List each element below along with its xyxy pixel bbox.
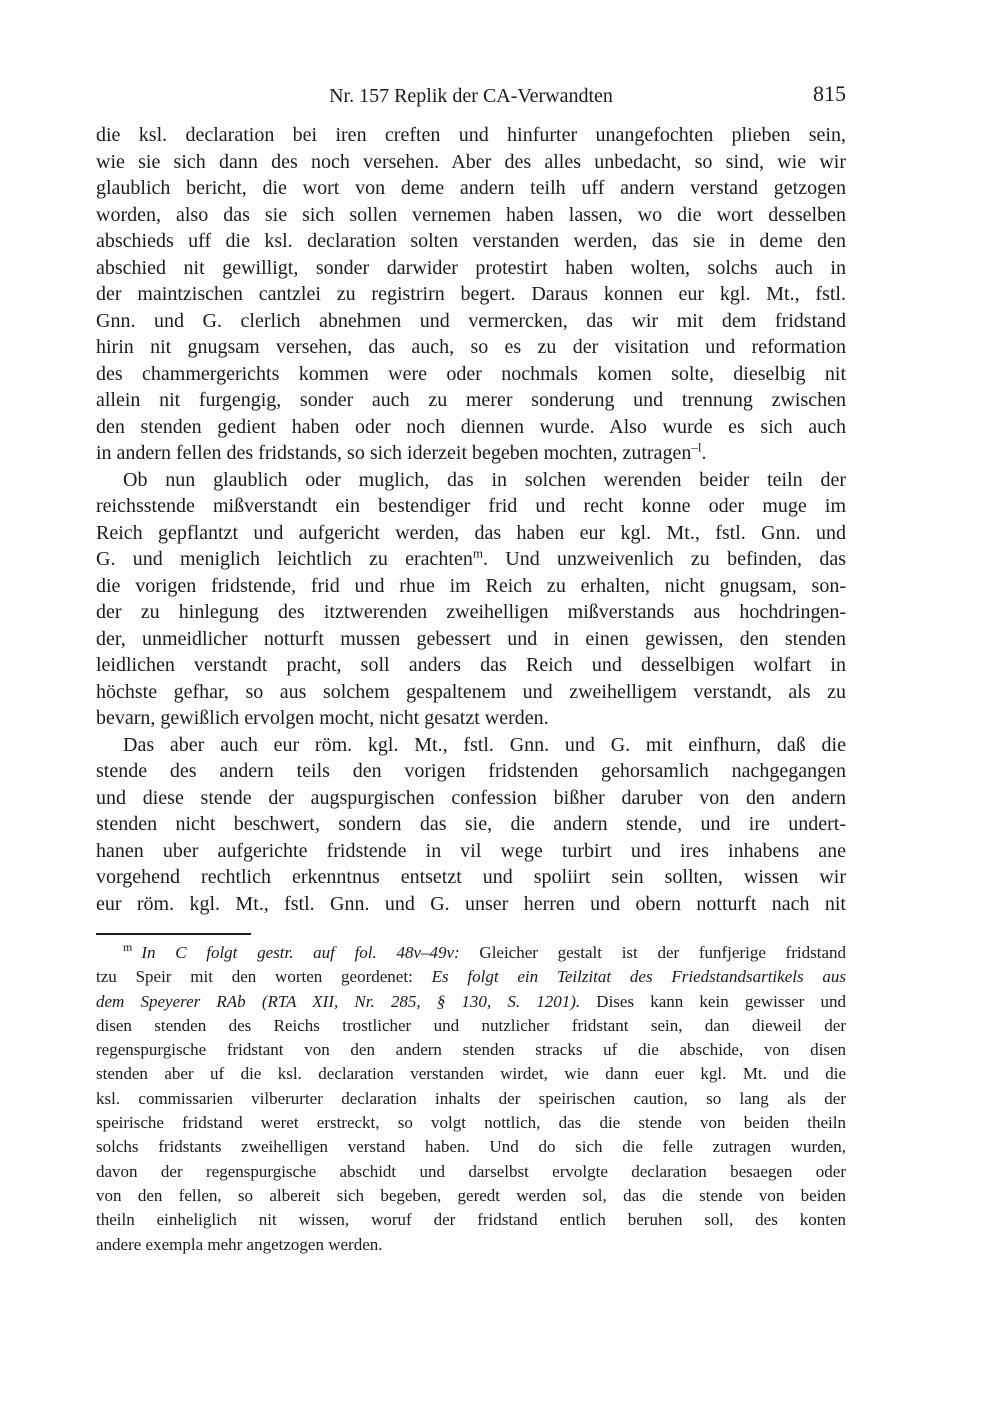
footnote-line (96, 990, 846, 1014)
body-line: und diese stende der augspurgischen confession bißher daruber von den andern (96, 786, 846, 809)
main-text (96, 122, 846, 917)
footnote-line: stenden aber uf die ksl. declaration verstanden wirdet, wie dann euer kgl. Mt. und die (96, 1064, 846, 1084)
body-line: hanen uber aufgerichte fridstende in vil wege turbirt und ires inhabens ane (96, 839, 846, 862)
body-line: allein nit furgengig, sonder auch zu merer sonderung und trennung zwischen (96, 389, 846, 411)
footnote-line: solchs fridstants zweihelligen verstand haben. Und do sich die felle zutragen wurden, (96, 1137, 846, 1157)
body-line: stenden nicht beschwert, sondern das sie, die andern stende, und ire undert- (96, 813, 846, 835)
body-line: Ob nun glaublich oder muglich, das in solchen werenden beider teiln der (123, 468, 846, 491)
body-line: der zu hinlegung des itztwerenden zweihelligen mißverstands aus hochdringen- (96, 601, 846, 623)
footnote-line (96, 941, 846, 965)
footnote-apparatus (96, 933, 846, 1257)
body-line: hirin nit gnugsam versehen, das auch, so es zu der visitation und reformation (96, 336, 846, 358)
footnote-line-text: tzu Speir mit den worten geordenet: (96, 967, 432, 987)
body-line-text: . Und unzweivenlich zu befinden, das (483, 548, 846, 570)
body-line: glaublich bericht, die wort von deme andern teilh uff andern verstand getzogen (96, 177, 846, 199)
page-number: 815 (813, 81, 846, 106)
body-line: die vorigen fridstende, frid und rhue im Reich zu erhalten, nicht gnugsam, son- (96, 574, 846, 597)
footnote-text (96, 941, 846, 1257)
footnote-line: von den fellen, so albereit sich begeben, geredt werden sol, das die stende von beiden (96, 1185, 846, 1205)
body-line: Gnn. und G. clerlich abnehmen und vermercken, das wir mit dem fridstand (96, 309, 846, 332)
running-head-title: Nr. 157 Replik der CA-Verwandten (329, 85, 613, 107)
variant-note-marker: –l (691, 439, 702, 455)
footnote-line-text: Dises kann kein gewisser und (580, 991, 846, 1011)
body-line: der maintzischen cantzlei zu registrirn begert. Daraus konnen eur kgl. Mt., fstl. (96, 283, 846, 305)
body-line: worden, also das sie sich sollen vernemen haben lassen, wo die wort desselben (96, 203, 846, 226)
body-line: wie sie sich dann des noch versehen. Aber des alles unbedacht, so sind, wie wir (96, 150, 846, 173)
running-head (96, 81, 846, 108)
body-line-text: G. und meniglich leichtlich zu erachten (96, 548, 473, 570)
footnote-line: ksl. commissarien vilberurter declaration inhalts der speirischen caution, so lang als der (96, 1088, 846, 1108)
body-line (96, 546, 846, 573)
footnote-editorial-note: In C folgt gestr. auf fol. 48v–49v: (141, 943, 460, 962)
body-line-text: . (701, 442, 707, 464)
footnote-reference-marker: m (472, 545, 483, 561)
body-line: die ksl. declaration bei iren creften und hinfurter unangefochten plieben sein, (96, 124, 846, 146)
footnote-line: disen stenden des Reichs trostlicher und nutzlicher fridstant sein, dan dieweil der (96, 1015, 846, 1035)
body-line: abschied nit gewilligt, sonder darwider protestirt haben wolten, solchs auch in (96, 256, 846, 279)
footnote-line: regenspurgische fridstant von den andern stenden stracks uf die abschide, von disen (96, 1040, 846, 1060)
footnote-editorial-note: dem Speyerer RAb (RTA XII, Nr. 285, § 130, S. 1201). (96, 991, 581, 1011)
body-line: stende des andern teils den vorigen fridstenden gehorsamlich nachgegangen (96, 760, 846, 782)
footnote-line: andere exempla mehr angetzogen werden. (96, 1234, 383, 1254)
body-line: leidlichen verstandt pracht, soll anders das Reich und desselbigen wolfart in (96, 654, 846, 676)
body-line: des chammergerichts kommen were oder nochmals komen solte, dieselbig nit (96, 362, 846, 385)
body-line: den stenden gedient haben oder noch diennen wurde. Also wurde es sich auch (96, 415, 846, 438)
body-line (96, 440, 846, 467)
footnote-line: speirische fridstand weret erstreckt, so volgt nottlich, das die stende von beiden theiln (96, 1113, 846, 1133)
body-line: Reich gepflantzt und aufgericht werden, das haben eur kgl. Mt., fstl. Gnn. und (96, 521, 846, 544)
body-line: abschieds uff die ksl. declaration solten verstanden werden, das sie in deme den (96, 230, 846, 252)
body-line: höchste gefhar, so aus solchem gespaltenem und zweihelligem verstandt, als zu (96, 680, 846, 703)
footnote-line: davon der regenspurgische abschidt und darselbst ervolgte declaration besaegen oder (96, 1161, 846, 1181)
footnote-editorial-note: Es folgt ein Teilzitat des Friedstandsartikels aus (431, 967, 846, 987)
footnote-line-text: Gleicher gestalt ist der funfjerige fridstand (459, 943, 846, 962)
body-line: Das aber auch eur röm. kgl. Mt., fstl. Gnn. und G. mit einfhurn, daß die (123, 733, 846, 756)
body-line: eur röm. kgl. Mt., fstl. Gnn. und G. unser herren und obern notturft nach nit (96, 892, 846, 915)
body-line-text: in andern fellen des fridstands, so sich iderzeit begeben mochten, zutragen (96, 442, 692, 464)
body-line: der, unmeidlicher notturft mussen gebessert und in einen gewissen, den stenden (96, 627, 846, 650)
footnote-line: theiln einheliglich nit wissen, woruf der fridstand entlich beruhen soll, des konten (96, 1210, 846, 1230)
body-line: vorgehend rechtlich erkenntnus entsetzt und spoliirt sein sollten, wissen wir (96, 866, 846, 888)
type-area (96, 81, 846, 1257)
footnote-line (96, 965, 846, 989)
footnote-marker: m (123, 940, 133, 955)
footnote-separator (96, 933, 251, 935)
body-line: bevarn, gewißlich ervolgen mocht, nicht gesatzt werden. (96, 707, 549, 729)
body-line: reichsstende mißverstandt ein bestendiger frid und recht konne oder muge im (96, 495, 846, 517)
